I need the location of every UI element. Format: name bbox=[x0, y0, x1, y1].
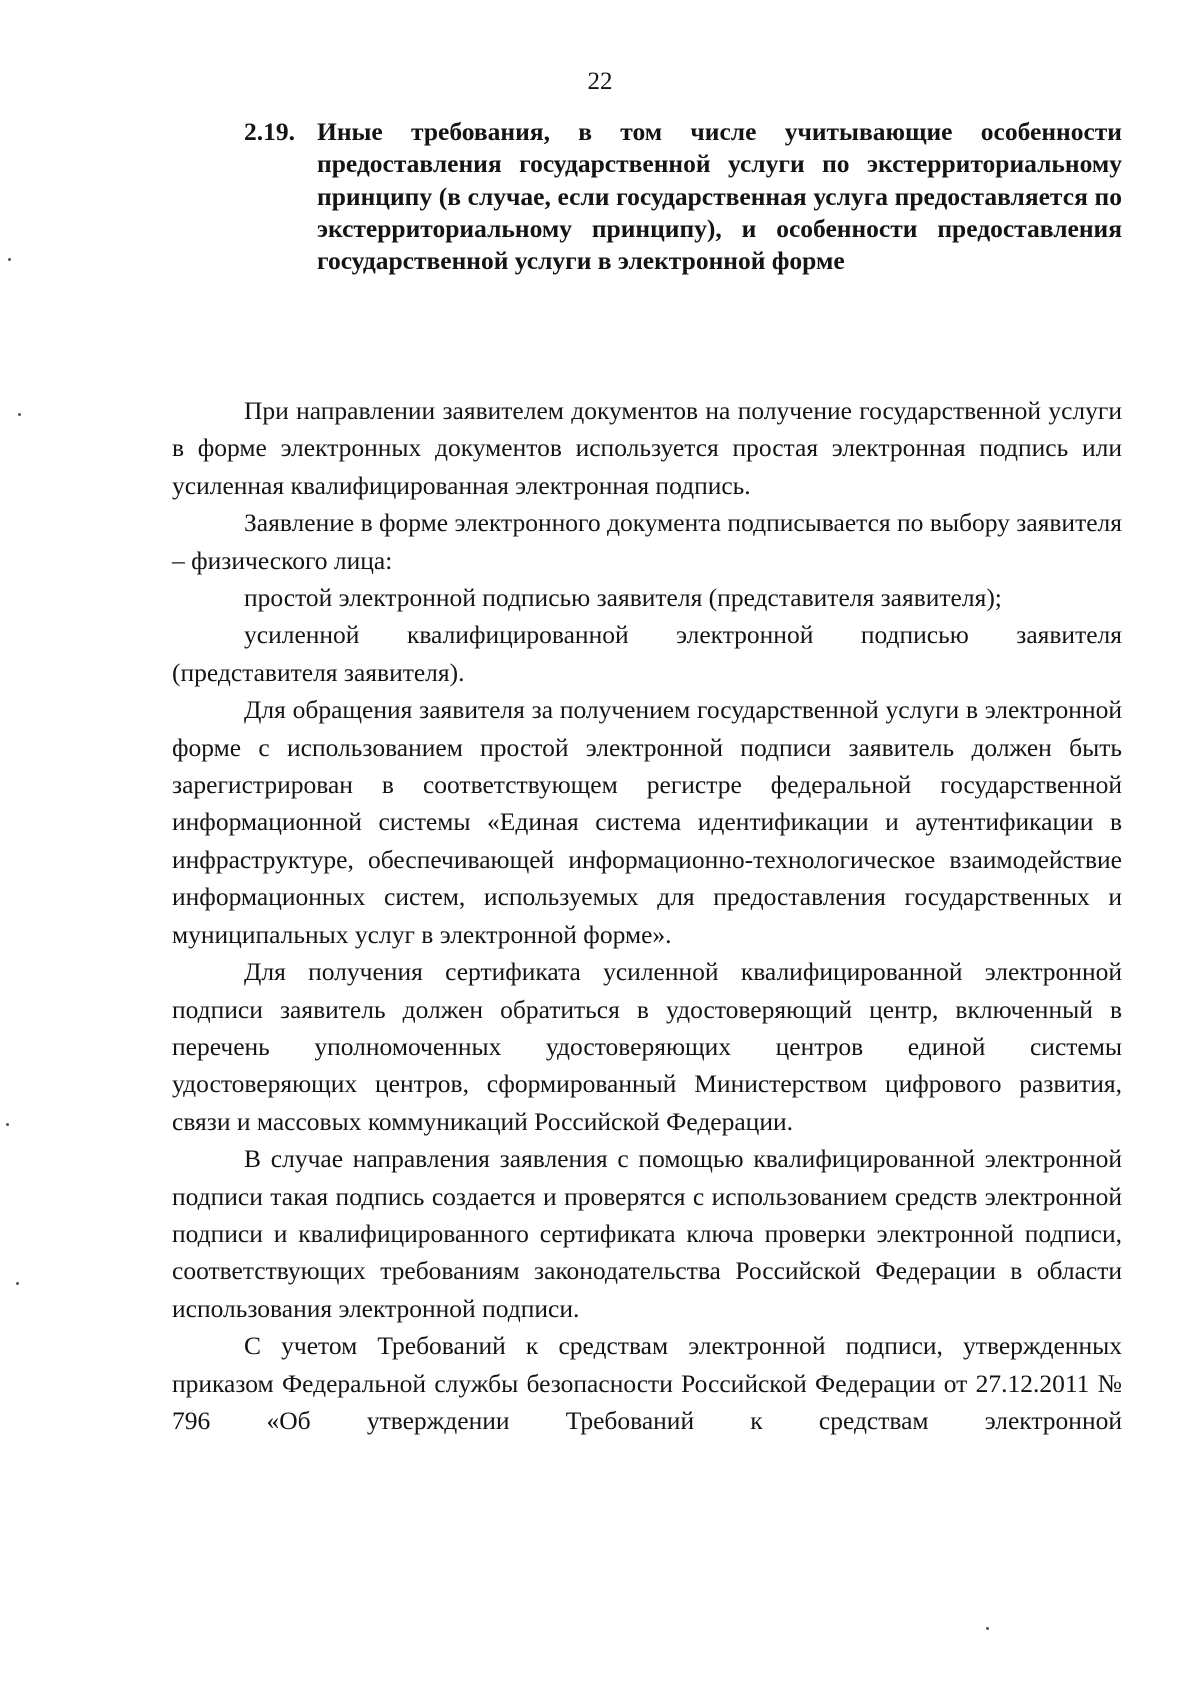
document-body bbox=[172, 392, 1122, 1439]
paragraph: В случае направления заявления с помощью квалифицированной электронной подписи такая подпись создается и проверятся с использованием средств электронной подписи и квалифицированного сертификата ключа проверки электронной подписи, соответствующих требованиям законодательства Российской Федерации в области использования электронной подписи. bbox=[172, 1144, 1122, 1323]
section-heading bbox=[244, 116, 1122, 277]
paragraph: усиленной квалифицированной электронной подписью заявителя (представителя заявителя). bbox=[172, 620, 1122, 687]
scan-speck bbox=[16, 1282, 19, 1285]
section-title: Иные требования, в том числе учитывающие особенности предоставления государственной услуги по экстерриториальному принципу (в случае, если государственная услуга предоставляется по экстерриториальному принципу), и особенности предоставления государственной услуги в электронной форме bbox=[317, 117, 1122, 276]
scan-speck bbox=[18, 413, 21, 416]
paragraph: простой электронной подписью заявителя (представителя заявителя); bbox=[244, 583, 1002, 613]
paragraph: Для получения сертификата усиленной квалифицированной электронной подписи заявитель должен обратиться в удостоверяющий центр, включенный в перечень уполномоченных удостоверяющих центров единой системы удостоверяющих центров, сформированный Министерством цифрового развития, связи и массовых коммуникаций Российской Федерации. bbox=[172, 957, 1122, 1136]
paragraph: Заявление в форме электронного документа подписывается по выбору заявителя – физического лица: bbox=[172, 508, 1122, 575]
page-number: 22 bbox=[587, 68, 613, 95]
paragraph: С учетом Требований к средствам электронной подписи, утвержденных приказом Федеральной службы безопасности Российской Федерации от 27.12.2011 № 796 «Об утверждении Требований к средствам электронной bbox=[172, 1331, 1122, 1435]
scan-speck bbox=[986, 1627, 989, 1630]
scan-speck bbox=[6, 1123, 9, 1126]
paragraph: При направлении заявителем документов на получение государственной услуги в форме электронных документов используется простая электронная подпись или усиленная квалифицированная электронная подпись. bbox=[172, 396, 1122, 500]
paragraph: Для обращения заявителя за получением государственной услуги в электронной форме с использованием простой электронной подписи заявитель должен быть зарегистрирован в соответствующем регистре федеральной государственной информационной системы «Единая система идентификации и аутентификации в инфраструктуре, обеспечивающей информационно-технологическое взаимодействие информационных систем, используемых для предоставления государственных и муниципальных услуг в электронной форме». bbox=[172, 695, 1122, 949]
scan-speck bbox=[8, 258, 11, 261]
section-number: 2.19. bbox=[244, 117, 295, 146]
